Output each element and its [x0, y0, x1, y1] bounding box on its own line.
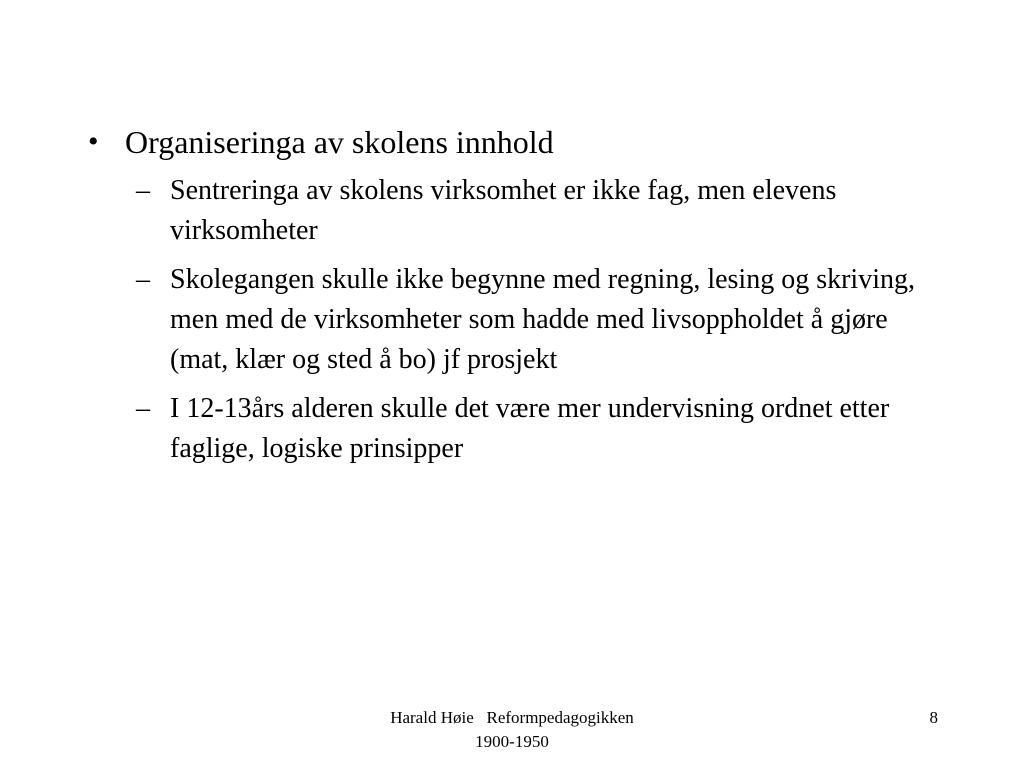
footer-years: 1900-1950 [475, 732, 549, 751]
dash-icon: – [136, 175, 150, 206]
sub-bullet-item [136, 171, 948, 251]
sub-bullet-text: Sentreringa av skolens virksomhet er ikke fag, men elevens virksomheter [170, 175, 837, 246]
page-number: 8 [929, 708, 938, 727]
footer [340, 706, 684, 754]
main-bullet-text: Organiseringa av skolens innhold [125, 124, 554, 160]
dash-icon: – [136, 264, 150, 295]
sub-bullet-text: I 12-13års alderen skulle det være mer undervisning ordnet etter faglige, logiske prinsipper [170, 393, 890, 464]
sub-bullet-item [136, 389, 948, 469]
main-bullet-item [88, 118, 948, 166]
bullet-icon: • [88, 125, 99, 158]
footer-author-title: Harald Høie Reformpedagogikken [390, 708, 634, 727]
sub-bullet-list [136, 171, 948, 469]
slide-content [88, 118, 948, 478]
sub-bullet-item [136, 260, 948, 380]
sub-bullet-text: Skolegangen skulle ikke begynne med regning, lesing og skriving, men med de virksomheter som hadde med livsoppholdet å gjøre (mat, klær og sted å bo) jf prosjekt [170, 264, 915, 375]
dash-icon: – [136, 393, 150, 424]
